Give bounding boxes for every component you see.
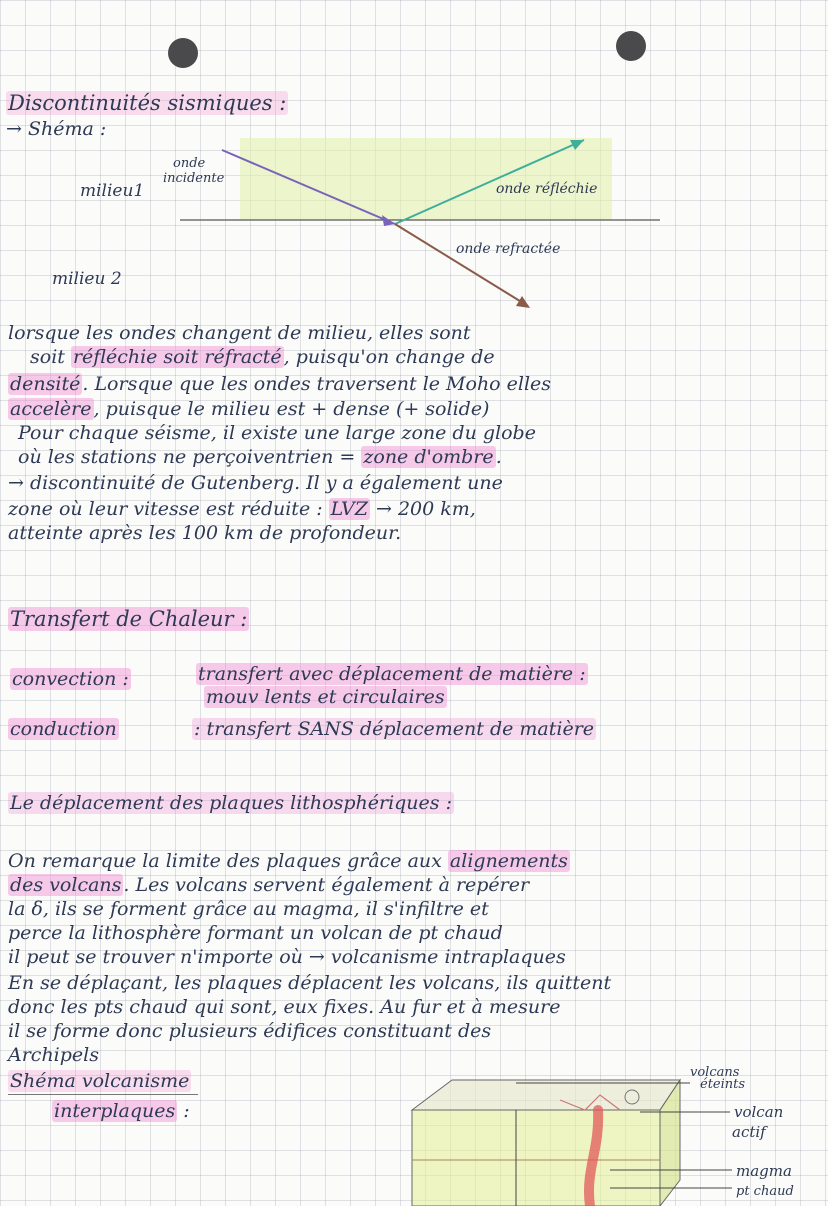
schema2-label: Shéma volcanisme bbox=[10, 1070, 190, 1092]
section2-title: Transfert de Chaleur : bbox=[10, 607, 248, 631]
label-magma: magma bbox=[736, 1162, 792, 1180]
conduction-label: conduction bbox=[10, 718, 117, 740]
block-top bbox=[412, 1080, 680, 1110]
label-active-1: volcan bbox=[734, 1103, 784, 1121]
label-incident-1: onde bbox=[173, 156, 206, 171]
s3-line-8: il se forme donc plusieurs édifices constituant des bbox=[8, 1020, 492, 1042]
schema2-label2: interplaques : bbox=[54, 1100, 190, 1122]
s1-line-1: lorsque les ondes changent de milieu, elles sont bbox=[8, 322, 471, 344]
label-milieu2: milieu 2 bbox=[52, 269, 122, 289]
s1-line-6: où les stations ne perçoiventrien = zone d'ombre . bbox=[18, 446, 502, 468]
s1-line-9: atteinte après les 100 km de profondeur. bbox=[8, 522, 402, 544]
s1-line-4: accelère , puisque le milieu est + dense (+ solide) bbox=[10, 398, 490, 420]
s1-line-7: → discontinuité de Gutenberg. Il y a également une bbox=[8, 472, 503, 494]
label-extinct-1: volcans bbox=[690, 1065, 740, 1080]
section3-title: Le déplacement des plaques lithosphériques : bbox=[10, 792, 452, 814]
schema-label: → Shéma : bbox=[6, 118, 107, 140]
s3-line-1: On remarque la limite des plaques grâce aux alignements bbox=[8, 850, 568, 872]
s3-line-9: Archipels bbox=[8, 1044, 99, 1066]
convection-label: convection : bbox=[12, 668, 129, 690]
label-active-2: actif bbox=[732, 1123, 766, 1141]
conduction-text: : transfert SANS déplacement de matière bbox=[194, 718, 595, 740]
label-reflected: onde réfléchie bbox=[496, 181, 598, 197]
s1-line-3: densité . Lorsque que les ondes traversent le Moho elles bbox=[10, 373, 552, 395]
s1-line-2: soit réfléchie soit réfracté , puisqu'on change de bbox=[30, 346, 495, 368]
label-extinct-2: éteints bbox=[700, 1077, 746, 1092]
label-hotspot: pt chaud bbox=[736, 1184, 794, 1199]
s1-line-8: zone où leur vitesse est réduite : LVZ → 200 km, bbox=[8, 498, 476, 520]
section1-title: Discontinuités sismiques : bbox=[8, 91, 287, 115]
s3-line-4: perce la lithosphère formant un volcan de pt chaud bbox=[8, 922, 503, 944]
s3-line-7: donc les pts chaud qui sont, eux fixes. Au fur et à mesure bbox=[8, 996, 561, 1018]
convection-text: transfert avec déplacement de matière : bbox=[198, 663, 586, 685]
s1-line-5: Pour chaque séisme, il existe une large zone du globe bbox=[18, 422, 536, 444]
s3-line-3: la δ, ils se forment grâce au magma, il s'infiltre et bbox=[8, 898, 489, 920]
block-front bbox=[412, 1110, 660, 1206]
convection-text2: mouv lents et circulaires bbox=[206, 686, 445, 708]
label-refracted: onde refractée bbox=[456, 241, 561, 257]
s3-line-2: des volcans . Les volcans servent également à repérer bbox=[10, 874, 530, 896]
label-milieu1: milieu1 bbox=[80, 181, 145, 201]
s3-line-5: il peut se trouver n'importe où → volcanisme intraplaques bbox=[8, 946, 566, 968]
label-incident-2: incidente bbox=[163, 171, 225, 186]
s3-line-6: En se déplaçant, les plaques déplacent les volcans, ils quittent bbox=[8, 972, 612, 994]
